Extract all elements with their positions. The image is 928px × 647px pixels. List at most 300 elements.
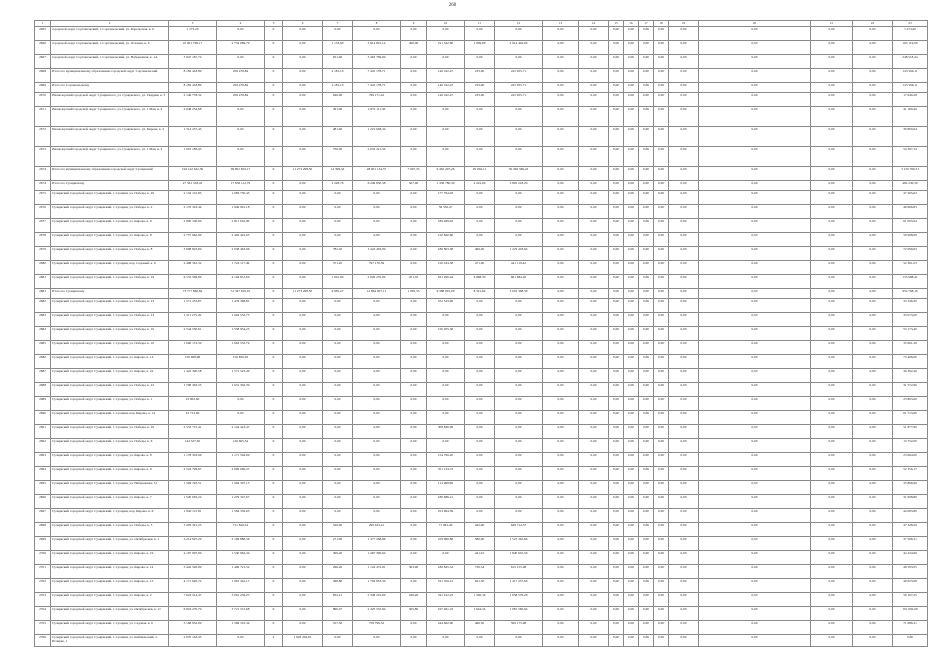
table-cell: 586,00 — [465, 537, 495, 551]
table-cell: 0,00 — [401, 481, 427, 495]
table-cell: 0,00 — [639, 355, 654, 369]
row-number: 2691 — [35, 425, 51, 439]
row-number: 2705 — [35, 621, 51, 635]
table-cell: 126 605,54 — [217, 439, 265, 453]
table-cell: 3 914 801,14 — [353, 41, 401, 55]
table-cell: 9 388 091,09 — [427, 289, 465, 299]
table-cell: 0,00 — [465, 355, 495, 369]
address-cell: Итого по муниципальному образованию городской округ Суоярвский — [51, 167, 169, 181]
table-cell: 11 273 298,50 — [283, 289, 323, 299]
table-cell: 0,00 — [579, 27, 609, 41]
table-cell: 0,00 — [699, 397, 811, 411]
table-row — [35, 27, 928, 41]
table-cell: 0,00 — [811, 27, 853, 41]
table-cell: 1 058 576,29 — [495, 593, 543, 607]
table-cell: 0 — [265, 261, 283, 275]
table-cell: 0,00 — [609, 275, 624, 289]
table-cell: 0,00 — [654, 205, 669, 219]
table-row — [35, 107, 928, 127]
table-cell: 191 342,60 — [427, 41, 465, 55]
table-cell: 0,00 — [401, 93, 427, 107]
table-cell: 0,00 — [699, 313, 811, 327]
row-number: 2690 — [35, 411, 51, 425]
table-cell: 101 092,09 — [893, 607, 928, 621]
table-cell: 0,00 — [654, 341, 669, 355]
table-cell: 0,00 — [669, 425, 699, 439]
table-cell: 233,00 — [465, 83, 495, 93]
row-number: 2686 — [35, 355, 51, 369]
address-cell: Суоярвский городской округ Суоярвский, г. Суоярви, ул. Кирова, к. 8 — [51, 233, 169, 247]
table-cell: 0,00 — [669, 453, 699, 467]
table-cell: 0,00 — [624, 607, 639, 621]
table-cell: 940,00 — [323, 93, 353, 107]
table-cell: 1 219 048,34 — [353, 127, 401, 147]
table-cell: 0,00 — [323, 481, 353, 495]
table-cell: 0,00 — [427, 369, 465, 383]
table-cell: 0 — [265, 495, 283, 509]
table-row — [35, 41, 928, 55]
table-cell: 0,00 — [669, 289, 699, 299]
table-cell: 12 864 907,11 — [353, 289, 401, 299]
table-row — [35, 313, 928, 327]
table-cell: 0,00 — [654, 191, 669, 205]
table-cell: 797 176,59 — [353, 261, 401, 275]
table-cell: 1 644,34 — [465, 607, 495, 621]
table-cell: 0,00 — [353, 233, 401, 247]
address-cell: Суоярвский городской округ Суоярвский, г. Суоярви, ул. Кирова, к. 9 — [51, 219, 169, 233]
table-cell: 0,00 — [465, 509, 495, 523]
table-cell: 0,00 — [495, 425, 543, 439]
address-cell: Суоярвский городской округ Суоярвский, г. Суоярви, ул. Победы, к. 10 — [51, 327, 169, 341]
table-cell: 0,00 — [353, 383, 401, 397]
table-cell: 1 423 390,58 — [169, 369, 217, 383]
table-cell: 0,00 — [465, 369, 495, 383]
table-cell: 0,00 — [624, 369, 639, 383]
table-cell: 0,00 — [639, 383, 654, 397]
table-cell: 3 947 167,72 — [169, 55, 217, 69]
table-cell: 0,00 — [654, 219, 669, 233]
table-cell: 0,00 — [699, 523, 811, 537]
table-cell: 0,00 — [639, 41, 654, 55]
table-row — [35, 147, 928, 167]
table-cell: 0,00 — [654, 565, 669, 579]
table-cell: 0 — [265, 41, 283, 55]
table-cell: 0,00 — [624, 523, 639, 537]
table-cell: 0,00 — [543, 593, 579, 607]
table-cell: 0,00 — [853, 411, 893, 425]
column-number: 17 — [639, 21, 654, 27]
table-row — [35, 167, 928, 181]
table-cell: 52 356,17 — [893, 467, 928, 481]
table-cell: 0,00 — [811, 537, 853, 551]
table-cell: 0,00 — [853, 219, 893, 233]
table-cell: 0,00 — [283, 147, 323, 167]
table-cell: 4 171 620,72 — [169, 579, 217, 593]
table-cell: 0,00 — [853, 327, 893, 341]
table-cell: 0,00 — [654, 83, 669, 93]
row-number: 2702 — [35, 579, 51, 593]
table-cell: 0,00 — [654, 467, 669, 481]
table-cell: 0,00 — [283, 369, 323, 383]
table-cell: 0,00 — [579, 261, 609, 275]
table-cell: 0,00 — [669, 83, 699, 93]
table-cell: 0,00 — [699, 355, 811, 369]
table-cell: 114 998,96 — [427, 481, 465, 495]
table-cell: 1 724 117,49 — [217, 261, 265, 275]
table-cell: 0,00 — [609, 327, 624, 341]
table-cell: 4 197 097,90 — [169, 551, 217, 565]
table-cell: 0,00 — [579, 593, 609, 607]
table-cell: 0,00 — [669, 635, 699, 647]
table-cell: 0,00 — [811, 425, 853, 439]
table-cell: 0,00 — [427, 313, 465, 327]
table-cell: 0,00 — [217, 127, 265, 147]
table-cell: 9 965,27 — [323, 289, 353, 299]
table-cell: 2 032 221,34 — [353, 147, 401, 167]
address-cell: Суоярвский городской округ Суоярвский, г. Суоярви, ул. Кирова, к. 22 — [51, 369, 169, 383]
table-row — [35, 635, 928, 647]
table-cell: 0,00 — [669, 341, 699, 355]
table-cell: 2 425 535,84 — [353, 607, 401, 621]
table-cell: 0,00 — [699, 181, 811, 191]
table-cell: 0,00 — [699, 425, 811, 439]
table-cell: 0,00 — [654, 551, 669, 565]
column-number: 8 — [353, 21, 401, 27]
table-cell: 2 070 163,45 — [169, 635, 217, 647]
table-cell: 0,00 — [579, 181, 609, 191]
table-cell: 0,00 — [699, 55, 811, 69]
table-cell: 0,00 — [353, 355, 401, 369]
table-cell: 0,00 — [217, 27, 265, 41]
table-cell: 2 144 423,47 — [217, 425, 265, 439]
table-cell: 0,00 — [323, 191, 353, 205]
table-cell: 0,00 — [699, 247, 811, 261]
table-cell: 0,00 — [401, 369, 427, 383]
table-cell: 482 230,59 — [893, 181, 928, 191]
table-cell: 0,00 — [811, 341, 853, 355]
table-cell: 1 273,20 — [169, 27, 217, 41]
table-cell: 0 — [265, 205, 283, 219]
table-cell: 0 — [265, 425, 283, 439]
table-cell: 0,00 — [624, 453, 639, 467]
table-cell: 0,00 — [639, 247, 654, 261]
table-cell: 0,00 — [283, 607, 323, 621]
table-cell: 0 — [265, 191, 283, 205]
table-cell: 0,00 — [699, 127, 811, 147]
table-cell: 0,00 — [853, 593, 893, 607]
table-cell: 0,00 — [401, 127, 427, 147]
table-cell: 0,00 — [353, 481, 401, 495]
table-cell: 0,00 — [639, 107, 654, 127]
table-cell: 0,00 — [609, 439, 624, 453]
table-row — [35, 439, 928, 453]
table-cell: 13 752,00 — [893, 439, 928, 453]
address-cell: Пиляозерский городской округ Суоярвского, ул. Суоярвского, ул. 1 Мая, к. 3 — [51, 147, 169, 167]
table-cell: 954 768,19 — [893, 289, 928, 299]
table-cell: 0,00 — [654, 383, 669, 397]
table-cell: 0,00 — [401, 205, 427, 219]
table-cell: 154 799,20 — [427, 453, 465, 467]
table-cell: 0,00 — [579, 635, 609, 647]
table-cell: 0,00 — [579, 397, 609, 411]
table-cell: 0 — [265, 167, 283, 181]
table-cell: 0,00 — [283, 439, 323, 453]
table-cell: 0,00 — [853, 467, 893, 481]
table-cell: 0,00 — [283, 247, 323, 261]
address-cell: Итого по Суоярвскому — [51, 181, 169, 191]
table-cell: 0,00 — [669, 313, 699, 327]
table-cell: 17 649,28 — [893, 93, 928, 107]
table-cell: 1 840 610,59 — [495, 551, 543, 565]
table-cell: 31 908,80 — [893, 495, 928, 509]
row-number: 2700 — [35, 551, 51, 565]
table-cell: 0,00 — [427, 397, 465, 411]
table-cell: 0,00 — [654, 27, 669, 41]
table-cell: 72 099,63 — [893, 247, 928, 261]
table-cell: 951,00 — [323, 55, 353, 69]
table-cell: 0,00 — [624, 127, 639, 147]
table-cell: 371,20 — [323, 261, 353, 275]
table-cell: 165 119,00 — [893, 41, 928, 55]
table-cell: 0,00 — [579, 247, 609, 261]
table-cell: 0,00 — [283, 191, 323, 205]
table-cell: 0,00 — [639, 523, 654, 537]
table-cell: 0,00 — [699, 205, 811, 219]
row-number: 2669 — [35, 83, 51, 93]
table-cell: 0,00 — [811, 191, 853, 205]
table-cell: 0,00 — [283, 275, 323, 289]
table-cell: 0,00 — [639, 191, 654, 205]
table-cell: 0 — [265, 313, 283, 327]
column-number: 1 — [35, 21, 51, 27]
table-cell: 0,00 — [353, 425, 401, 439]
table-cell: 0,00 — [543, 523, 579, 537]
table-cell: 39 550,47 — [427, 205, 465, 219]
row-number: 2698 — [35, 523, 51, 537]
table-cell: 0,00 — [543, 467, 579, 481]
table-cell: 1 095,35 — [401, 289, 427, 299]
table-cell: 0,00 — [639, 397, 654, 411]
row-number: 2683 — [35, 313, 51, 327]
table-cell: 0,00 — [654, 233, 669, 247]
table-cell: 41 189,40 — [893, 107, 928, 127]
table-cell: 0,00 — [401, 55, 427, 69]
table-cell: 0,00 — [669, 523, 699, 537]
table-cell: 0,00 — [639, 205, 654, 219]
table-cell: 730,54 — [465, 565, 495, 579]
table-cell: 0 — [265, 355, 283, 369]
table-cell: 0,00 — [654, 167, 669, 181]
table-cell: 0,00 — [609, 579, 624, 593]
table-cell: 0,00 — [283, 181, 323, 191]
table-cell: 0 — [265, 233, 283, 247]
table-cell: 0,00 — [543, 289, 579, 299]
table-cell: 0,00 — [543, 147, 579, 167]
table-cell: 23 863,60 — [893, 397, 928, 411]
table-cell: 0,00 — [699, 607, 811, 621]
table-cell: 146 162,47 — [427, 69, 465, 83]
table-cell: 0,00 — [639, 537, 654, 551]
table-cell: 0,00 — [543, 247, 579, 261]
address-cell: Суоярвский городской округ Суоярвский, г. Суоярви, ул. Победы, к. 1 — [51, 397, 169, 411]
table-cell: 0,00 — [853, 41, 893, 55]
table-cell: 0,00 — [283, 93, 323, 107]
table-cell: 0,00 — [669, 219, 699, 233]
table-cell: 0,00 — [283, 453, 323, 467]
table-cell: 0,00 — [579, 41, 609, 55]
table-cell: 0,00 — [699, 481, 811, 495]
table-cell: 0,00 — [465, 327, 495, 341]
table-cell: 1 171 594,09 — [217, 453, 265, 467]
address-cell: Итого по Сортавальскому — [51, 83, 169, 93]
table-cell: 0,00 — [495, 205, 543, 219]
table-cell: 0,00 — [811, 621, 853, 635]
table-cell: 0,00 — [401, 27, 427, 41]
table-row — [35, 537, 928, 551]
table-cell: 3 895 218,20 — [495, 181, 543, 191]
table-cell: 0,00 — [669, 551, 699, 565]
row-number: 2674 — [35, 181, 51, 191]
table-cell: 2 800 100,00 — [169, 219, 217, 233]
table-cell: 0 — [265, 275, 283, 289]
table-cell: 6 155 569,69 — [169, 275, 217, 289]
table-cell: 0,00 — [427, 355, 465, 369]
table-cell: 0,00 — [669, 397, 699, 411]
table-cell: 0,00 — [579, 299, 609, 313]
table-cell: 0,00 — [579, 467, 609, 481]
table-cell: 0,00 — [543, 439, 579, 453]
table-cell: 0,00 — [427, 341, 465, 355]
table-cell: 1 840 115,81 — [169, 509, 217, 523]
table-row — [35, 181, 928, 191]
table-cell: 481,00 — [323, 127, 353, 147]
table-cell: 0,00 — [495, 327, 543, 341]
table-cell: 3 205 321,23 — [169, 523, 217, 537]
table-cell: 0,00 — [465, 107, 495, 127]
table-cell: 0,00 — [639, 27, 654, 41]
column-number: 22 — [853, 21, 893, 27]
table-cell: 133 688,41 — [893, 275, 928, 289]
table-cell: 0,00 — [811, 289, 853, 299]
table-cell: 0,00 — [669, 275, 699, 289]
table-cell: 0,00 — [853, 565, 893, 579]
table-cell: 6 824 270,79 — [169, 607, 217, 621]
table-cell: 0,00 — [639, 565, 654, 579]
table-cell: 0,00 — [639, 167, 654, 181]
table-cell: 0,00 — [427, 55, 465, 69]
row-number: 2693 — [35, 453, 51, 467]
table-cell: 0,00 — [401, 383, 427, 397]
table-cell: 0,00 — [401, 635, 427, 647]
row-number: 2675 — [35, 191, 51, 205]
table-cell: 0,00 — [853, 523, 893, 537]
table-cell: 0,00 — [579, 219, 609, 233]
table-cell: 0,00 — [401, 495, 427, 509]
table-cell: 0,00 — [624, 355, 639, 369]
row-number: 2672 — [35, 127, 51, 147]
table-cell: 0,00 — [543, 167, 579, 181]
table-cell: 0,00 — [853, 275, 893, 289]
table-row — [35, 509, 928, 523]
row-number: 2695 — [35, 481, 51, 495]
table-cell: 0,00 — [699, 453, 811, 467]
column-number: 3 — [169, 21, 217, 27]
table-cell: 0,00 — [401, 313, 427, 327]
table-cell: 33 346,30 — [893, 299, 928, 313]
table-cell: 0,00 — [624, 495, 639, 509]
table-cell: 0,00 — [465, 467, 495, 481]
table-cell: 3 214 907,29 — [169, 537, 217, 551]
table-cell: 0,00 — [579, 55, 609, 69]
table-cell: 0,00 — [669, 299, 699, 313]
table-cell: 2 — [265, 635, 283, 647]
table-cell: 0,00 — [609, 219, 624, 233]
table-cell: 0,00 — [624, 83, 639, 93]
column-number: 2 — [51, 21, 169, 27]
table-cell: 0,00 — [579, 127, 609, 147]
table-cell: 0,00 — [699, 369, 811, 383]
table-cell: 222 955,71 — [495, 93, 543, 107]
table-row — [35, 579, 928, 593]
table-cell: 39 392,40 — [893, 369, 928, 383]
table-cell: 0,00 — [699, 383, 811, 397]
table-cell: 0,00 — [853, 425, 893, 439]
table-cell: 0,00 — [669, 233, 699, 247]
table-cell: 0,00 — [283, 219, 323, 233]
table-cell: 0,00 — [495, 383, 543, 397]
row-number: 2668 — [35, 69, 51, 83]
table-cell: 0,00 — [579, 509, 609, 523]
table-cell: 0,00 — [699, 579, 811, 593]
table-row — [35, 481, 928, 495]
table-cell: 0,00 — [609, 383, 624, 397]
column-number: 19 — [669, 21, 699, 27]
table-cell: 541 912,23 — [427, 593, 465, 607]
table-cell: 0,00 — [283, 261, 323, 275]
table-row — [35, 411, 928, 425]
table-cell: 0,00 — [699, 191, 811, 205]
table-cell: 0,00 — [543, 397, 579, 411]
table-cell: 0,00 — [495, 27, 543, 41]
table-cell: 0,00 — [624, 397, 639, 411]
table-cell: 0,00 — [624, 439, 639, 453]
table-cell: 615 155,08 — [495, 565, 543, 579]
table-cell: 2 228,76 — [323, 181, 353, 191]
table-cell: 0,00 — [283, 27, 323, 41]
table-cell: 0 — [265, 369, 283, 383]
table-cell: 0,00 — [401, 69, 427, 83]
table-cell: 782,20 — [323, 247, 353, 261]
table-cell: 0,00 — [654, 425, 669, 439]
table-cell: 0,00 — [401, 299, 427, 313]
table-cell: 852,21 — [323, 593, 353, 607]
table-cell: 0,00 — [323, 299, 353, 313]
table-cell: 0,00 — [609, 355, 624, 369]
table-cell: 0,00 — [811, 481, 853, 495]
table-cell: 0,00 — [699, 219, 811, 233]
table-cell: 599 175,98 — [495, 621, 543, 635]
table-cell: 0,00 — [283, 55, 323, 69]
table-cell: 0,00 — [401, 247, 427, 261]
table-cell: 244 662,00 — [427, 621, 465, 635]
table-cell: 0,00 — [543, 621, 579, 635]
column-number: 4 — [217, 21, 265, 27]
table-cell: 52 361,03 — [893, 261, 928, 275]
table-cell: 451,35 — [401, 275, 427, 289]
register-table-body — [35, 21, 928, 647]
table-cell: 0 — [265, 219, 283, 233]
table-cell: 1 314 237,43 — [169, 127, 217, 147]
